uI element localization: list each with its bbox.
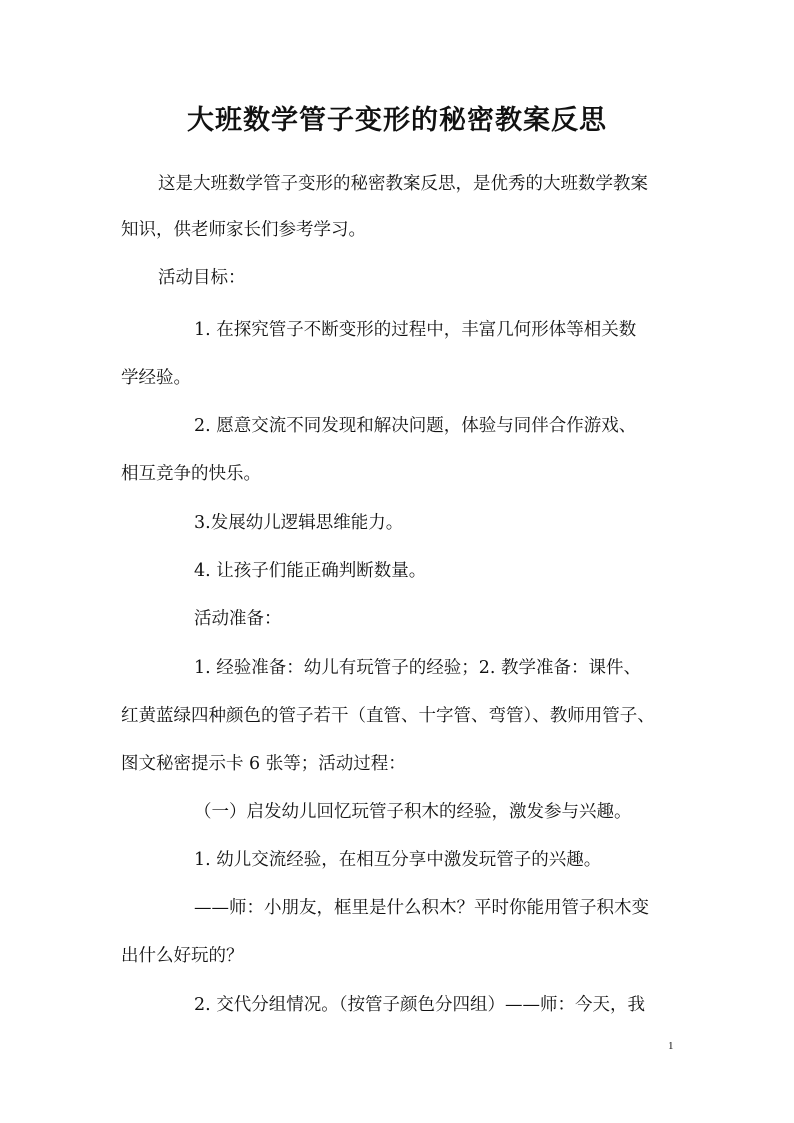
document-title: 大班数学管子变形的秘密教案反思 [187, 105, 607, 136]
list-item: 1. 经验准备：幼儿有玩管子的经验；2. 教学准备：课件、 [194, 658, 642, 678]
section-heading: 活动准备： [194, 609, 282, 629]
page-number: 1 [668, 1040, 674, 1052]
paragraph-line: 学经验。 [121, 368, 191, 388]
subsection-heading: （一）启发幼儿回忆玩管子积木的经验，激发参与兴趣。 [194, 802, 632, 822]
list-item: 4. 让孩子们能正确判断数量。 [194, 561, 427, 581]
list-item: 1. 幼儿交流经验，在相互分享中激发玩管子的兴趣。 [194, 850, 602, 870]
paragraph-line: ——师：小朋友，框里是什么积木？平时你能用管子积木变 [194, 898, 649, 918]
paragraph-line: 相互竞争的快乐。 [121, 464, 261, 484]
paragraph-line: 这是大班数学管子变形的秘密教案反思，是优秀的大班数学教案 [158, 174, 648, 194]
section-heading: 活动目标： [158, 268, 246, 288]
paragraph-line: 红黄蓝绿四种颜色的管子若干（直管、十字管、弯管）、教师用管子、 [121, 706, 655, 726]
paragraph-line: 图文秘密提示卡 6 张等；活动过程： [121, 754, 406, 774]
list-item: 3.发展幼儿逻辑思维能力。 [194, 513, 404, 533]
list-item: 1. 在探究管子不断变形的过程中，丰富几何形体等相关数 [194, 320, 637, 340]
paragraph-line: 知识，供老师家长们参考学习。 [121, 220, 366, 240]
list-item: 2. 交代分组情况。（按管子颜色分四组）——师：今天，我 [194, 995, 646, 1015]
paragraph-line: 出什么好玩的？ [121, 946, 244, 966]
list-item: 2. 愿意交流不同发现和解决问题，体验与同伴合作游戏、 [194, 416, 637, 436]
